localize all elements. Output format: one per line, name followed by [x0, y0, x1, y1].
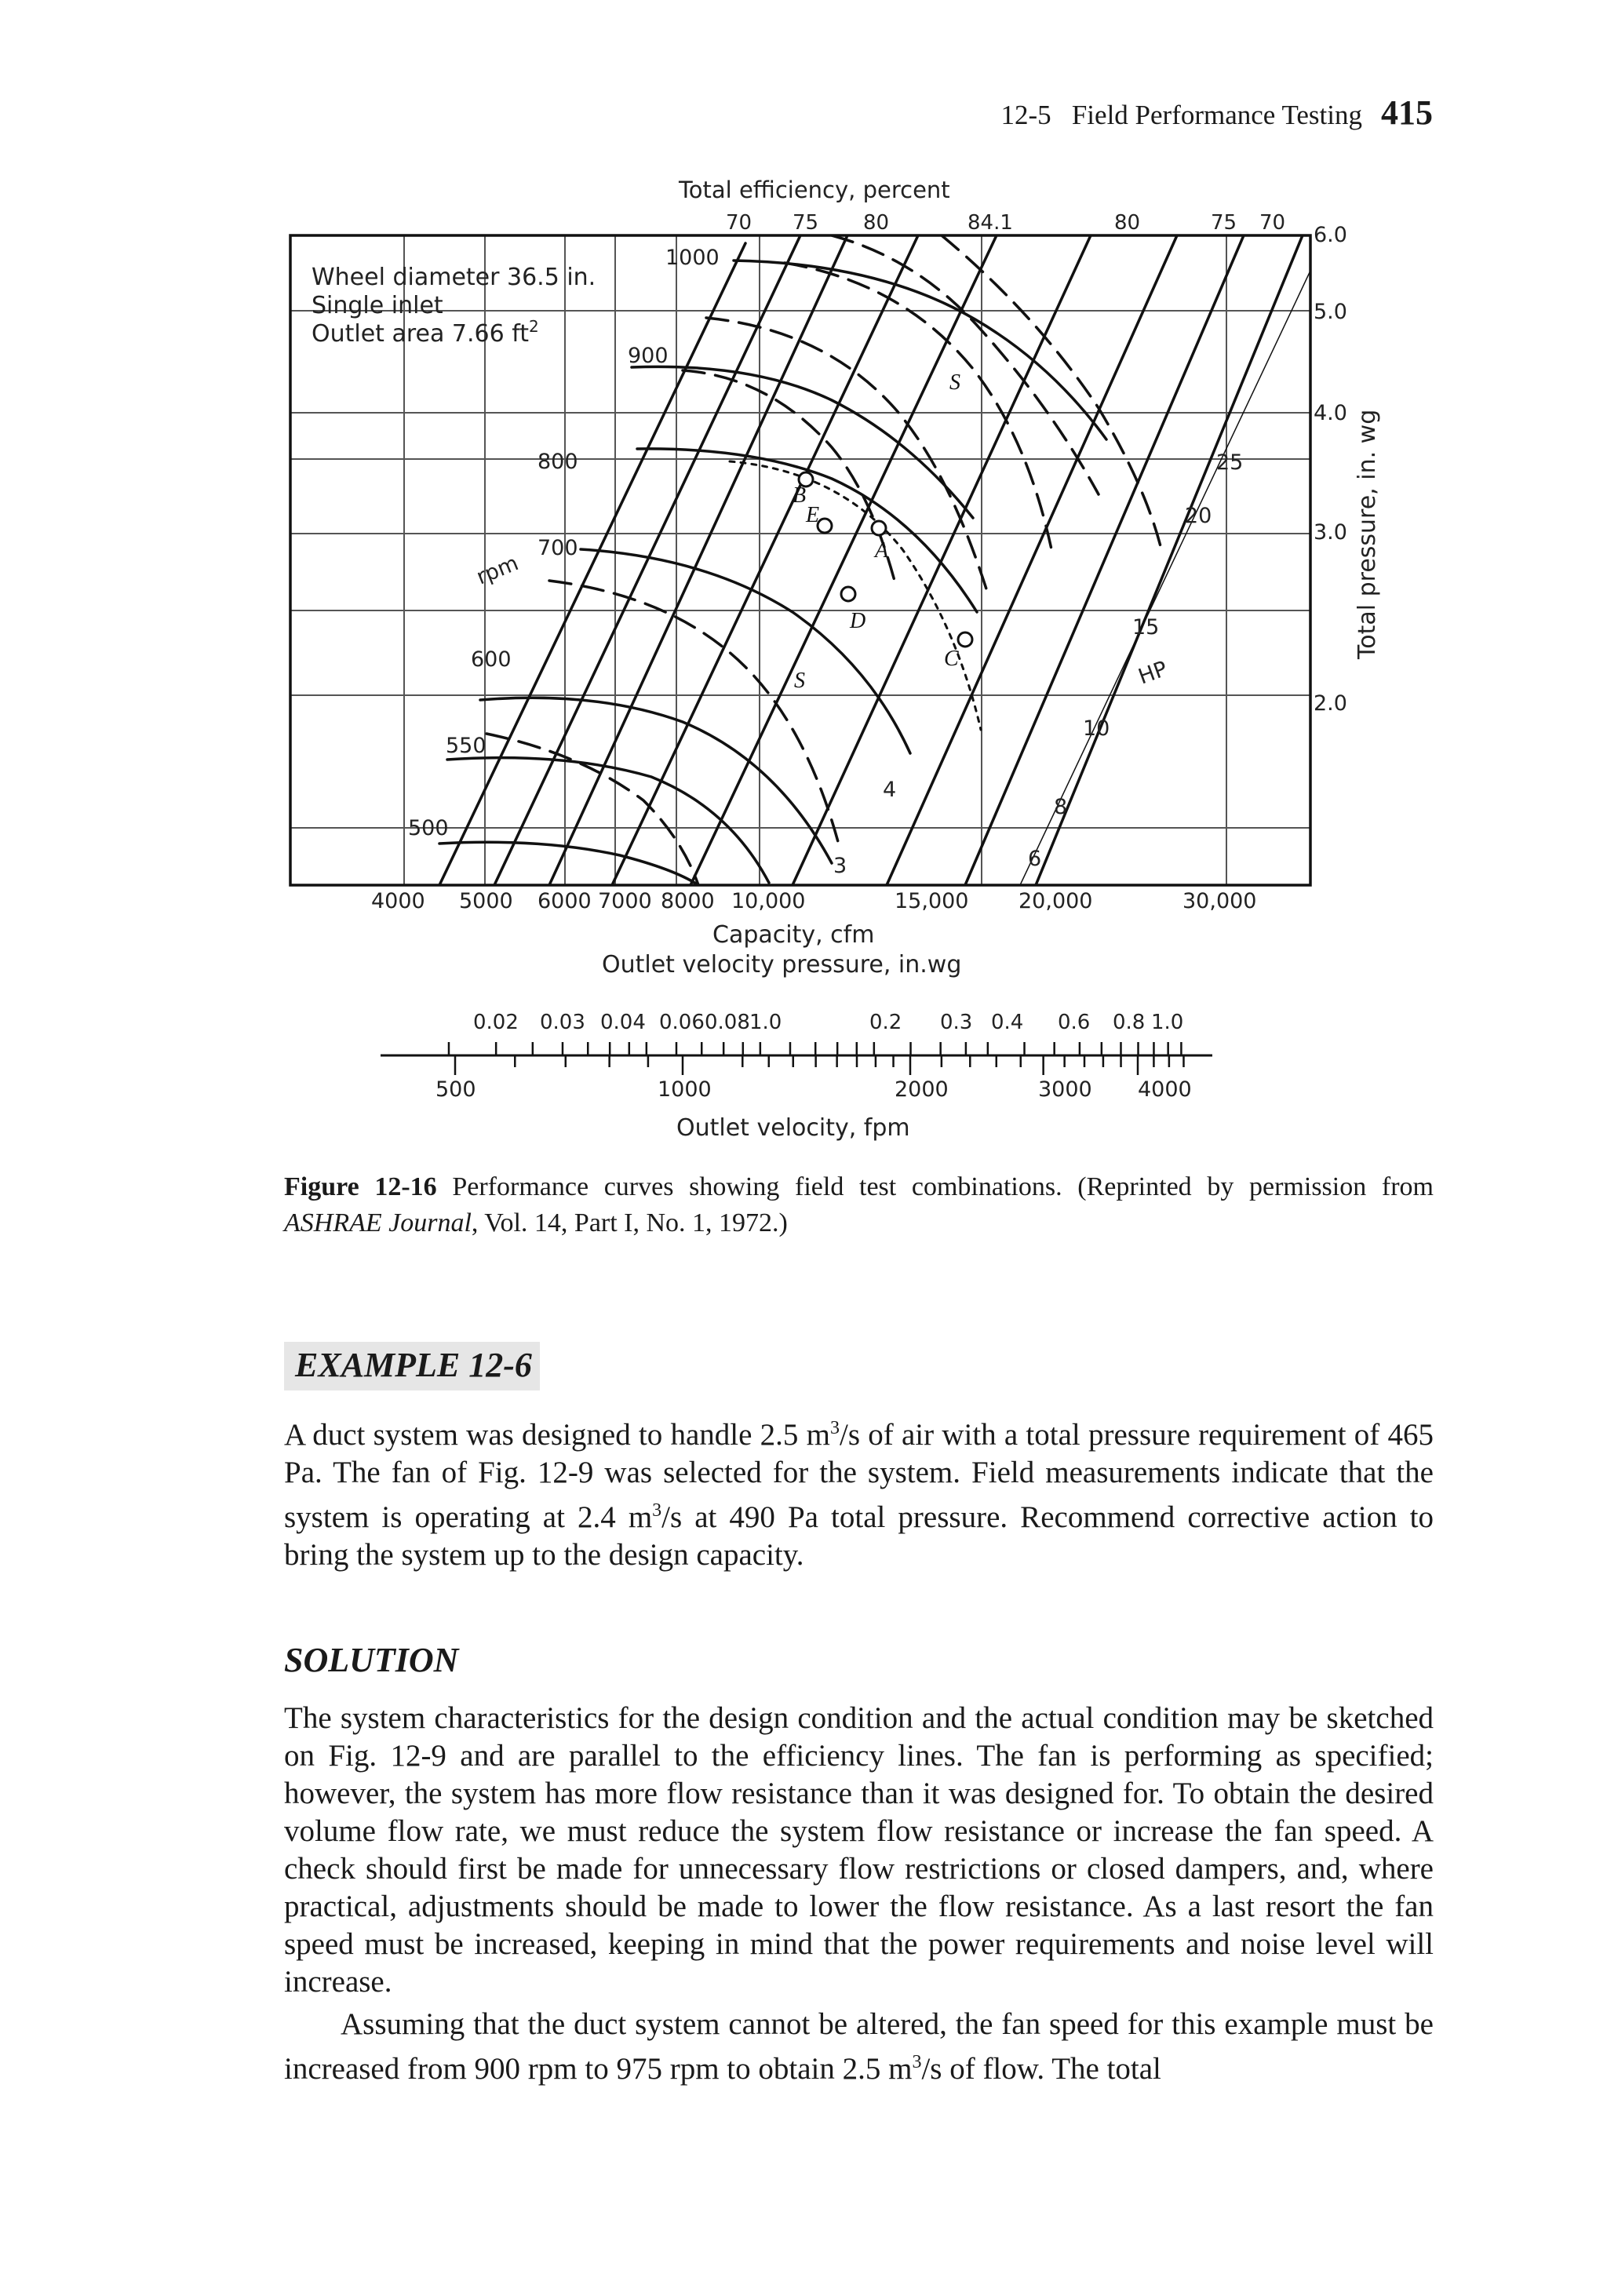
capacity-tick: 20,000: [1018, 889, 1093, 913]
capacity-ticks: [371, 889, 1256, 913]
example-paragraph: A duct system was designed to handle 2.5 $m^3/s$ of air with a total pressure requirement of 465 Pa. The fan of Fig. 12-9 was selected for the system. Field measurements indicate that the system is operating at 2.4 $m^3/s$ at 490 Pa total pressure. Recommend corrective action to bring the system up to the design capacity.: [284, 1418, 1434, 1572]
hp-8: 8: [1054, 795, 1068, 819]
hp-unit-label: HP: [1135, 656, 1171, 690]
hp-15: 15: [1132, 615, 1160, 640]
velocity-title: Outlet velocity, fpm: [676, 1114, 910, 1142]
velocity-scale-bar: [381, 1042, 1212, 1075]
vp-tick: 0.04: [600, 1011, 646, 1034]
section-number: 12-5: [1000, 100, 1051, 130]
point-label-d: D: [850, 609, 866, 633]
vp-tick: 1.0: [749, 1011, 782, 1034]
vp-tick: 1.0: [1151, 1011, 1184, 1034]
note-outlet-area: Outlet area 7.66 $ft^2$: [312, 317, 539, 348]
rpm-800: 800: [537, 450, 578, 474]
figure-label: Figure 12-16: [284, 1172, 437, 1201]
rpm-label: rpm: [473, 551, 523, 590]
hp-4: 4: [883, 778, 897, 802]
capacity-tick: 10,000: [731, 889, 806, 913]
capacity-tick: 8000: [661, 889, 715, 913]
page-number: 415: [1381, 93, 1433, 132]
velocity-tick: 1000: [658, 1077, 712, 1102]
pressure-tick: 2.0: [1314, 691, 1347, 716]
hp-25: 25: [1216, 450, 1244, 475]
fan-notes: [312, 264, 596, 348]
system-label-upper: S: [949, 370, 960, 395]
solution-paragraph-2: Assuming that the duct system cannot be altered, the fan speed for this example must be increased from 900 rpm to 975 rpm to obtain 2.5 $m^3/s$ of flow. The total: [284, 2007, 1434, 2086]
capacity-tick: 30,000: [1182, 889, 1257, 913]
hp-20: 20: [1185, 504, 1212, 528]
vp-tick: 0.02: [473, 1011, 519, 1034]
velocity-tick: 3000: [1038, 1077, 1092, 1102]
hp-3: 3: [833, 854, 847, 878]
vp-tick: 0.08: [705, 1011, 750, 1034]
eff-tick: 84.1: [967, 211, 1013, 235]
point-e-marker: [818, 519, 832, 533]
velocity-pressure-ticks: [473, 1011, 1183, 1034]
point-label-c: C: [944, 647, 959, 671]
point-label-b: B: [793, 483, 807, 508]
vp-tick: 0.06: [659, 1011, 705, 1034]
vp-tick: 0.6: [1058, 1011, 1091, 1034]
vp-tick: 0.2: [869, 1011, 902, 1034]
top-axis-title: Total efficiency, percent: [679, 177, 950, 203]
hp-6: 6: [1028, 847, 1042, 871]
capacity-tick: 5000: [459, 889, 513, 913]
hp-baseline: [1020, 271, 1310, 885]
eff-tick: 70: [1259, 211, 1286, 235]
x-axis-title: Capacity, cfm: [712, 921, 875, 949]
point-a-marker: [872, 521, 886, 535]
capacity-tick: 15,000: [895, 889, 969, 913]
vp-tick: 0.03: [540, 1011, 585, 1034]
velocity-ticks: [435, 1077, 1192, 1102]
pressure-tick: 5.0: [1314, 300, 1347, 324]
velocity-tick: 4000: [1138, 1077, 1192, 1102]
eff-tick: 80: [1114, 211, 1141, 235]
right-axis-title: Total pressure, in. wg: [1354, 409, 1381, 659]
hp-10: 10: [1083, 716, 1110, 741]
velocity-tick: 500: [435, 1077, 476, 1102]
eff-tick: 80: [863, 211, 890, 235]
example-title: EXAMPLE 12-6: [295, 1346, 532, 1384]
figure-caption: [284, 1169, 1434, 1241]
eff-tick: 70: [726, 211, 752, 235]
velocity-tick: 2000: [895, 1077, 949, 1102]
point-d-marker: [841, 587, 855, 601]
point-label-e: E: [806, 503, 820, 527]
velocity-pressure-title: Outlet velocity pressure, in.wg: [602, 951, 962, 979]
rpm-550: 550: [446, 734, 486, 758]
caption-journal: ASHRAE Journal: [284, 1208, 472, 1237]
point-c-marker: [958, 632, 972, 647]
capacity-tick: 4000: [371, 889, 425, 913]
efficiency-ticks: [726, 211, 1285, 235]
pressure-ticks: [1314, 223, 1347, 716]
rpm-700: 700: [537, 536, 578, 560]
rpm-500: 500: [408, 816, 449, 840]
caption-source: , Vol. 14, Part I, No. 1, 1972.): [471, 1208, 788, 1237]
eff-tick: 75: [793, 211, 819, 235]
pressure-tick: 4.0: [1314, 401, 1347, 425]
rpm-1000: 1000: [665, 246, 720, 270]
solution-paragraph-1: The system characteristics for the design condition and the actual condition may be sketched on Fig. 12-9 and are parallel to the efficiency lines. The fan is performing as specified; however, the system has more flow resistance than it was designed for. To obtain the desired volume flow rate, we must reduce the system flow resistance or increase the fan speed. A check should first be made for unnecessary flow restrictions or closed dampers, and, where practical, adjustments should be made to lower the flow resistance. As a last resort the fan speed must be increased, keeping in mind that the power requirements and noise level will increase.: [284, 1701, 1434, 1999]
hp-curves: [486, 235, 1161, 885]
rpm-900: 900: [628, 344, 669, 368]
point-label-a: A: [875, 538, 889, 563]
note-single-inlet: Single inlet: [312, 292, 443, 319]
note-wheel-diameter: Wheel diameter 36.5 in.: [312, 264, 596, 291]
capacity-tick: 7000: [598, 889, 652, 913]
section-title: Field Performance Testing: [1071, 100, 1362, 130]
eff-tick: 75: [1211, 211, 1237, 235]
capacity-tick: 6000: [537, 889, 592, 913]
pressure-tick: 6.0: [1314, 223, 1347, 247]
vp-tick: 0.3: [940, 1011, 973, 1034]
system-label-lower: S: [794, 669, 805, 693]
vp-tick: 0.4: [991, 1011, 1024, 1034]
solution-title: SOLUTION: [284, 1641, 459, 1679]
caption-text: Performance curves showing field test combinations. (Reprinted by permission from: [436, 1172, 1434, 1201]
pressure-tick: 3.0: [1314, 520, 1347, 545]
vp-tick: 0.8: [1113, 1011, 1146, 1034]
rpm-600: 600: [471, 647, 512, 672]
